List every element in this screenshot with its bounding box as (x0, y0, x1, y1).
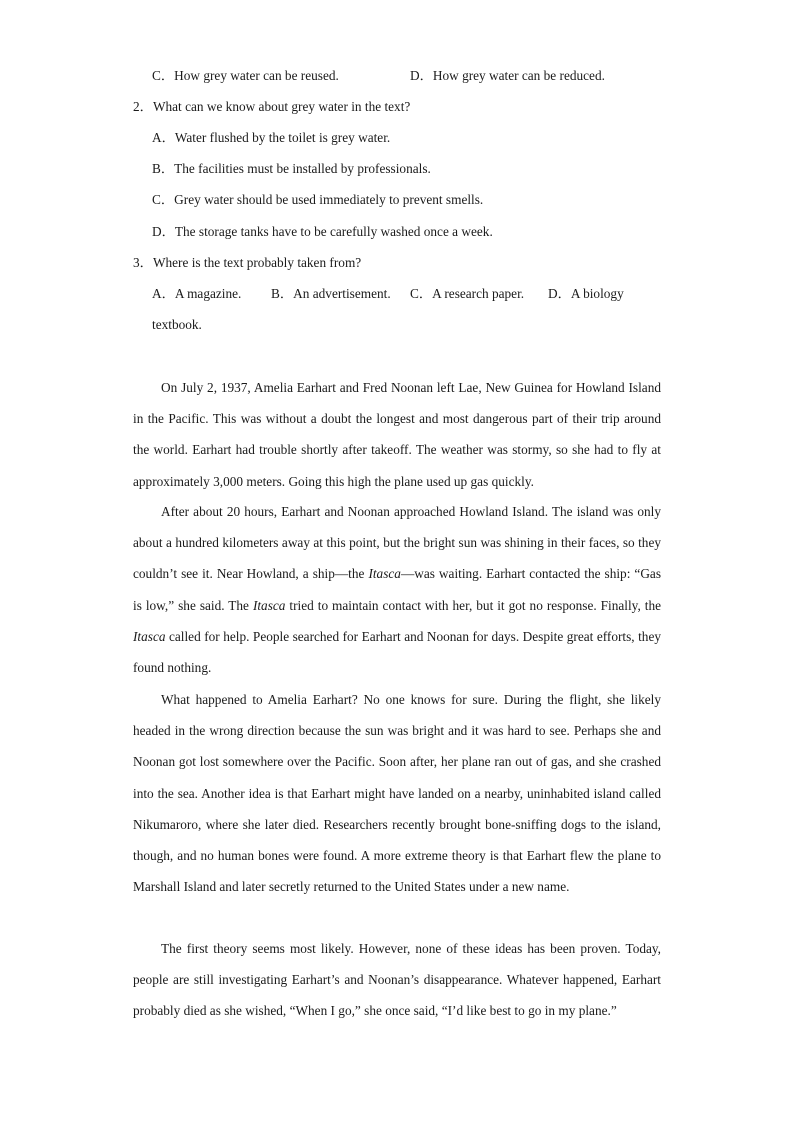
ship-name: Itasca (133, 628, 166, 644)
passage-text: tried to maintain contact with her, but it got no response. Finally, the (285, 597, 661, 613)
q3-stem: 3．Where is the text probably taken from? (133, 255, 362, 270)
q2-option-b: B．The facilities must be installed by professionals. (152, 161, 431, 176)
q2-option-a: A．Water flushed by the toilet is grey water. (152, 130, 391, 145)
ship-name: Itasca (368, 566, 401, 582)
q2-option-c: C．Grey water should be used immediately to prevent smells. (152, 192, 484, 207)
q3-option-b: B．An advertisement. (271, 286, 391, 301)
passage-paragraph-4: The first theory seems most likely. However, none of these ideas has been proven. Today, people are still investigating Earhart’s and Noonan’s disappearance. Whatever happened, Earhart probably died as she wished, “When I go,” she once said, “I’d like best to go in my plane.” (133, 941, 661, 1019)
passage-text: called for help. People searched for Earhart and Noonan for days. Despite great efforts, they found nothing. (133, 628, 661, 676)
q3-option-a: A．A magazine. (152, 286, 242, 301)
q1-option-c: C．How grey water can be reused. (152, 68, 339, 83)
passage-paragraph-2 (133, 496, 661, 683)
q3-option-d-continuation: textbook. (152, 317, 202, 332)
passage-text: —was waiting. Earhart contacted the ship: “Gas is low,” she said. The (133, 566, 662, 613)
q1-option-d: D．How grey water can be reduced. (410, 68, 605, 83)
passage-paragraph-3: What happened to Amelia Earhart? No one knows for sure. During the flight, she likely headed in the wrong direction because the sun was bright and it was hard to see. Perhaps she and Noonan got lost somewhere over the Pacific. Soon after, her plane ran out of gas, and she crashed into the sea. Another idea is that Earhart might have landed on a nearby, uninhabited island called Nikumaroro, where she later died. Researchers recently brought bone-sniffing dogs to the island, though, and no human bones were found. A more extreme theory is that Earhart flew the plane to Marshall Island and later secretly returned to the United States under a new name. (133, 692, 661, 895)
passage-text: After about 20 hours, Earhart and Noonan approached Howland Island. The island was only about a hundred kilometers away at this point, but the bright sun was shining in their faces, so they couldn’t see it. Near Howland, a ship—the (133, 504, 661, 582)
ship-name: Itasca (252, 597, 286, 613)
q3-option-d: D．A biology (548, 286, 624, 301)
q2-option-d: D．The storage tanks have to be carefully washed once a week. (152, 224, 493, 239)
q3-option-c: C．A research paper. (410, 286, 525, 301)
q2-stem: 2．What can we know about grey water in the text? (133, 99, 411, 114)
passage-paragraph-1: On July 2, 1937, Amelia Earhart and Fred Noonan left Lae, New Guinea for Howland Island in the Pacific. This was without a doubt the longest and most dangerous part of their trip around the world. Earhart had trouble shortly after takeoff. The weather was stormy, so she had to fly at approximately 3,000 meters. Going this high the plane used up gas quickly. (133, 380, 661, 489)
